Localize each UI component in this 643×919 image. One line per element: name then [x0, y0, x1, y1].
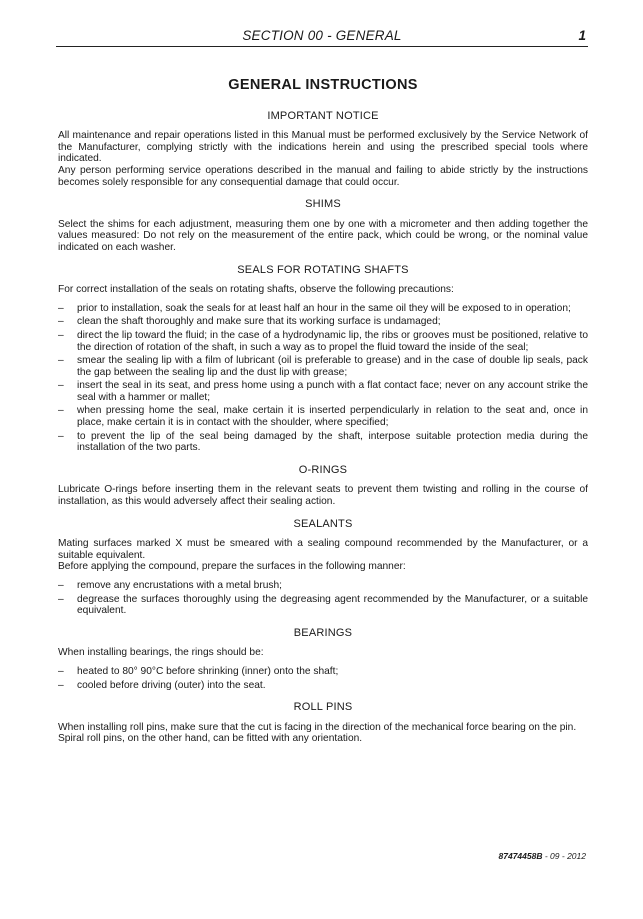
- paragraph: All maintenance and repair operations listed in this Manual must be performed exclusively by the Service Network of the Manufacturer, complying strictly with the indications herein and using the prescribed special tools where indicated.: [58, 130, 588, 165]
- paragraph: Mating surfaces marked X must be smeared with a sealing compound recommended by the Manufacturer, or a suitable equivalent.: [58, 538, 588, 561]
- paragraph: Spiral roll pins, on the other hand, can be fitted with any orientation.: [58, 733, 363, 745]
- list-item: – when pressing home the seal, make certain it is inserted perpendicularly in relation to the seat and, once in place, make certain it is in contact with the shoulder, where specified;: [58, 405, 588, 428]
- paragraph: Before applying the compound, prepare the surfaces in the following manner:: [58, 561, 406, 573]
- list-item: – to prevent the lip of the seal being damaged by the shaft, interpose suitable protection media during the installation of the two parts.: [58, 431, 588, 454]
- paragraph: Select the shims for each adjustment, measuring them one by one with a micrometer and then adding together the values measured: Do not rely on the measurement of the entire pack, which could be wrong, or the nominal value indicated on each washer.: [58, 218, 588, 253]
- paragraph: Lubricate O-rings before inserting them in the relevant seats to prevent them twisting and rolling in the course of installation, as this would adversely affect their sealing action.: [58, 484, 588, 508]
- section-title: SECTION 00 - GENERAL: [242, 28, 402, 43]
- document-title: GENERAL INSTRUCTIONS: [228, 77, 418, 93]
- document-body: [58, 77, 588, 745]
- document-code: 87474458B: [498, 851, 543, 861]
- list-item: – heated to 80° 90°C before shrinking (inner) onto the shaft;: [58, 666, 588, 678]
- list-item: – smear the sealing lip with a film of lubricant (oil is preferable to grease) and in the case of double lip seals, pack the gap between the sealing lip and the dust lip with grease;: [58, 355, 588, 378]
- section-heading: SEALANTS: [293, 517, 353, 530]
- list-item: – insert the seal in its seat, and press home using a punch with a flat contact face; never on any account strike the seal with a hammer or mallet;: [58, 380, 588, 403]
- bearing-steps-list: [58, 666, 588, 691]
- section-heading: O-RINGS: [298, 463, 348, 476]
- section-heading: ROLL PINS: [293, 701, 353, 714]
- section-heading: BEARINGS: [293, 626, 353, 639]
- paragraph: When installing roll pins, make sure that the cut is facing in the direction of the mechanical force bearing on the pin.: [58, 721, 577, 733]
- list-item: – direct the lip toward the fluid; in the case of a hydrodynamic lip, the ribs or grooves must be positioned, relative to the direction of rotation of the shaft, in such a way as to propel the fluid toward the inside of the seal;: [58, 330, 588, 353]
- paragraph: For correct installation of the seals on rotating shafts, observe the following precautions:: [58, 284, 454, 296]
- page-header: [56, 28, 588, 47]
- section-roll-pins: [58, 702, 588, 745]
- section-o-rings: [58, 465, 588, 508]
- footer-separator: -: [542, 851, 551, 861]
- section-heading: SEALS FOR ROTATING SHAFTS: [237, 263, 409, 276]
- list-item: – clean the shaft thoroughly and make sure that its working surface is undamaged;: [58, 316, 588, 328]
- list-item: – prior to installation, soak the seals for at least half an hour in the same oil they will be exposed to in operation;: [58, 303, 588, 315]
- section-shims: [58, 199, 588, 253]
- page-footer: [499, 851, 586, 861]
- footer-year: 2012: [567, 851, 586, 861]
- section-heading: IMPORTANT NOTICE: [267, 109, 379, 122]
- preparation-list: [58, 580, 588, 617]
- precautions-list: [58, 303, 588, 454]
- footer-separator: -: [559, 851, 568, 861]
- list-item: – degrease the surfaces thoroughly using the degreasing agent recommended by the Manufacturer, or a suitable equivalent.: [58, 594, 588, 617]
- page-number: 1: [578, 28, 586, 43]
- paragraph: When installing bearings, the rings should be:: [58, 647, 264, 659]
- section-sealants: [58, 519, 588, 617]
- section-heading: SHIMS: [305, 198, 341, 211]
- section-bearings: [58, 628, 588, 691]
- footer-month: 09: [550, 851, 560, 861]
- list-item: – remove any encrustations with a metal brush;: [58, 580, 588, 592]
- section-important-notice: [58, 111, 588, 189]
- paragraph: Any person performing service operations described in the manual and failing to abide strictly by the instructions becomes solely responsible for any consequential damage that could occur.: [58, 164, 588, 188]
- list-item: – cooled before driving (outer) into the seat.: [58, 680, 588, 692]
- section-seals-rotating-shafts: [58, 265, 588, 454]
